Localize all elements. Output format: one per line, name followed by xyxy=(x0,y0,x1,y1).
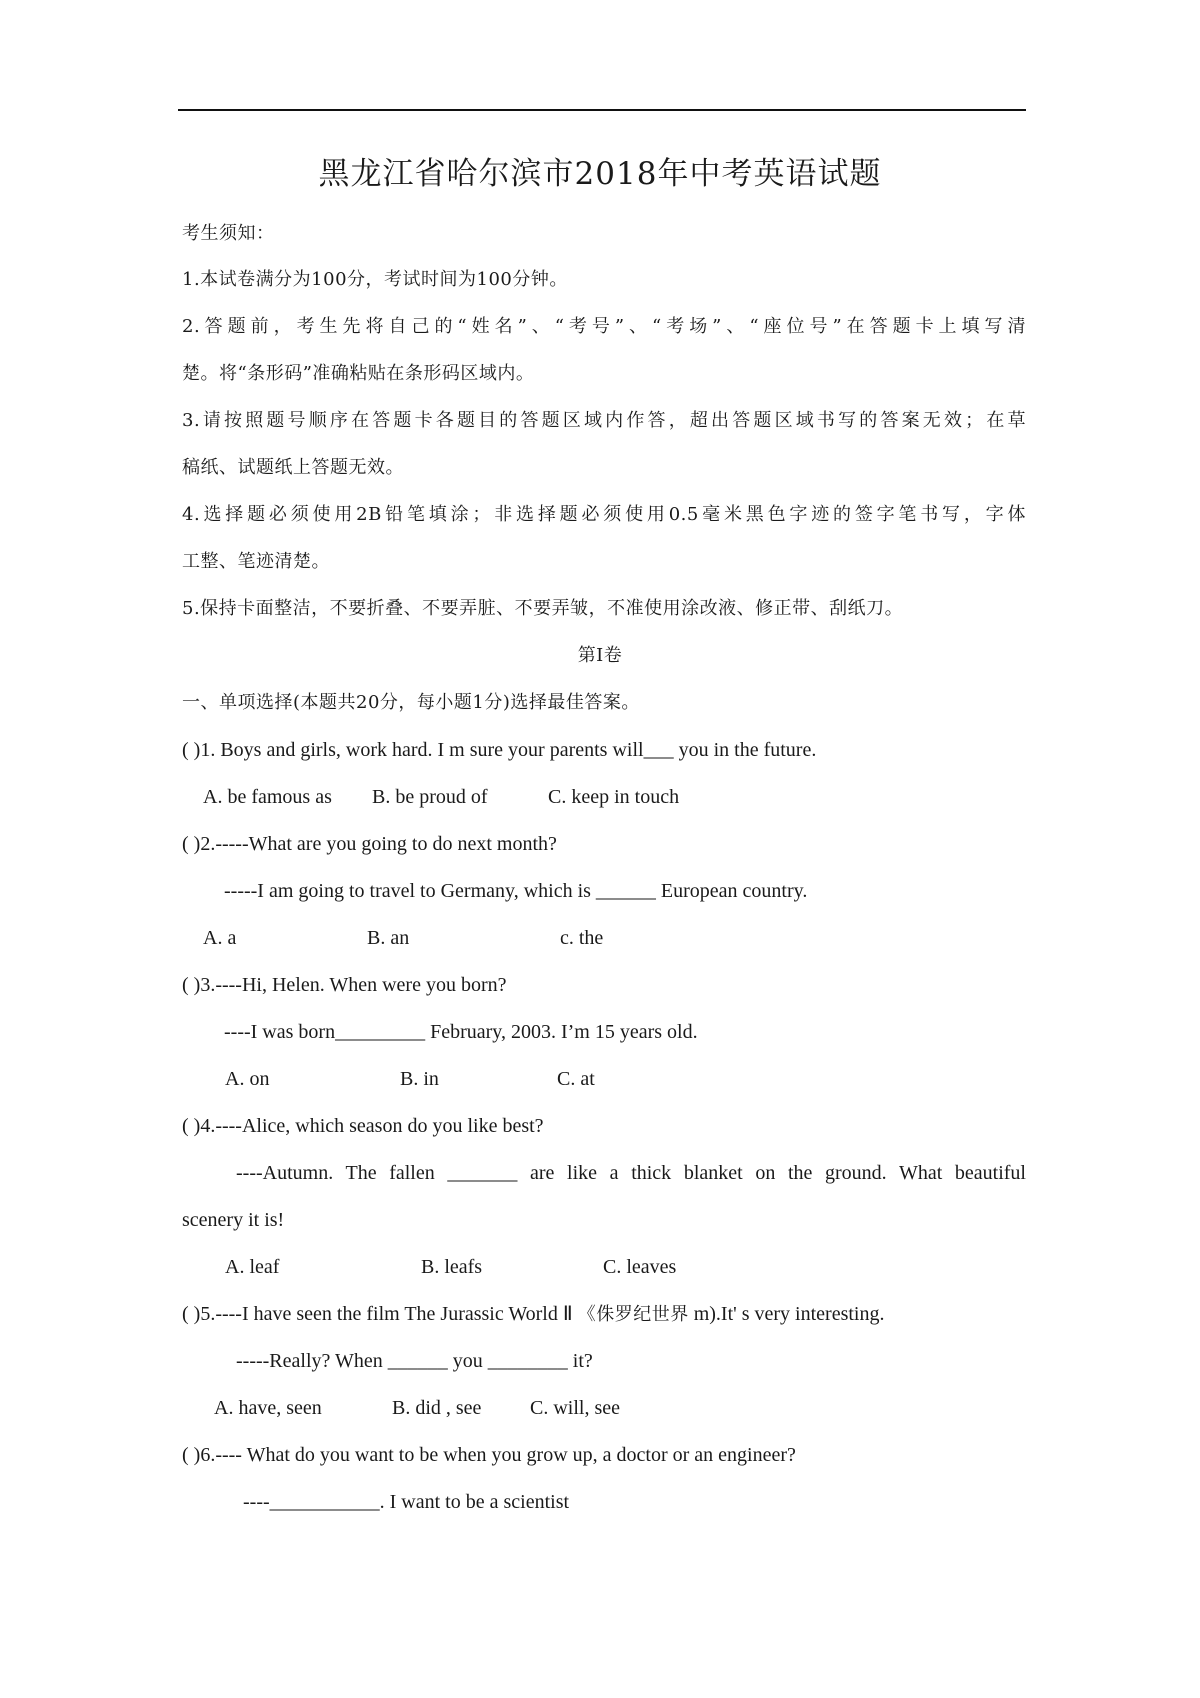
notice-item-2: 2.答题前，考生先将自己的“姓名”、“考号”、“考场”、“座位号”在答题卡上填写清 xyxy=(182,316,1026,337)
question-2-option-a: A. a xyxy=(203,927,237,949)
question-1-option-c: C. keep in touch xyxy=(548,786,680,808)
question-2-reply: -----I am going to travel to Germany, which is ______ European country. xyxy=(224,880,808,902)
question-3-option-a: A. on xyxy=(225,1068,270,1090)
question-1-option-b: B. be proud of xyxy=(372,786,488,808)
question-3-option-c: C. at xyxy=(557,1068,595,1090)
question-5-option-c: C. will, see xyxy=(530,1397,620,1419)
question-4-option-a: A. leaf xyxy=(225,1256,280,1278)
question-6-stem: ( )6.---- What do you want to be when you grow up, a doctor or an engineer? xyxy=(182,1444,796,1466)
question-5-stem-cn: 《侏罗纪世界 xyxy=(577,1304,689,1325)
question-5-stem-pre: ( )5.----I have seen the film The Jurassic World Ⅱ xyxy=(182,1303,578,1325)
question-4-stem: ( )4.----Alice, which season do you like best? xyxy=(182,1115,544,1137)
notice-item-1: 1.本试卷满分为100分，考试时间为100分钟。 xyxy=(182,269,568,290)
notice-item-2-cont: 楚。将“条形码”准确粘贴在条形码区域内。 xyxy=(182,363,535,384)
question-2-option-c: c. the xyxy=(560,927,604,949)
notice-item-4: 4.选择题必须使用2B铅笔填涂；非选择题必须使用0.5毫米黑色字迹的签字笔书写，字体 xyxy=(182,504,1026,525)
question-3-option-b: B. in xyxy=(400,1068,439,1090)
header-rule xyxy=(178,109,1026,111)
question-5-stem-post: m).It' s very interesting. xyxy=(688,1303,885,1325)
notice-item-5: 5.保持卡面整洁，不要折叠、不要弄脏、不要弄皱，不准使用涂改液、修正带、刮纸刀。 xyxy=(182,598,904,619)
question-5-option-a: A. have, seen xyxy=(214,1397,322,1419)
question-4-option-b: B. leafs xyxy=(421,1256,483,1278)
volume-heading: 第Ⅰ卷 xyxy=(577,645,623,666)
page-title: 黑龙江省哈尔滨市2018年中考英语试题 xyxy=(318,156,882,192)
question-3-stem: ( )3.----Hi, Helen. When were you born? xyxy=(182,974,507,996)
question-3-reply: ----I was born_________ February, 2003. I’m 15 years old. xyxy=(224,1021,698,1043)
question-5-stem xyxy=(182,1300,1026,1329)
question-4-reply: ----Autumn. The fallen _______ are like a thick blanket on the ground. What beautiful xyxy=(236,1162,1026,1184)
question-2-option-b: B. an xyxy=(367,927,410,949)
question-1-stem: ( )1. Boys and girls, work hard. I m sure your parents will___ you in the future. xyxy=(182,739,817,761)
notice-heading: 考生须知： xyxy=(182,223,275,244)
section-heading: 一、单项选择(本题共20分，每小题1分)选择最佳答案。 xyxy=(182,692,640,713)
notice-item-3-cont: 稿纸、试题纸上答题无效。 xyxy=(182,457,404,478)
question-5-option-b: B. did , see xyxy=(392,1397,482,1419)
question-6-reply: ----___________. I want to be a scientist xyxy=(243,1491,570,1513)
notice-item-3: 3.请按照题号顺序在答题卡各题目的答题区域内作答，超出答题区域书写的答案无效；在草 xyxy=(182,410,1026,431)
question-5-reply: -----Really? When ______ you ________ it? xyxy=(236,1350,593,1372)
question-2-stem: ( )2.-----What are you going to do next month? xyxy=(182,833,557,855)
question-4-reply-cont: scenery it is! xyxy=(182,1209,285,1231)
question-1-option-a: A. be famous as xyxy=(203,786,332,808)
question-4-option-c: C. leaves xyxy=(603,1256,677,1278)
notice-item-4-cont: 工整、笔迹清楚。 xyxy=(182,551,330,572)
